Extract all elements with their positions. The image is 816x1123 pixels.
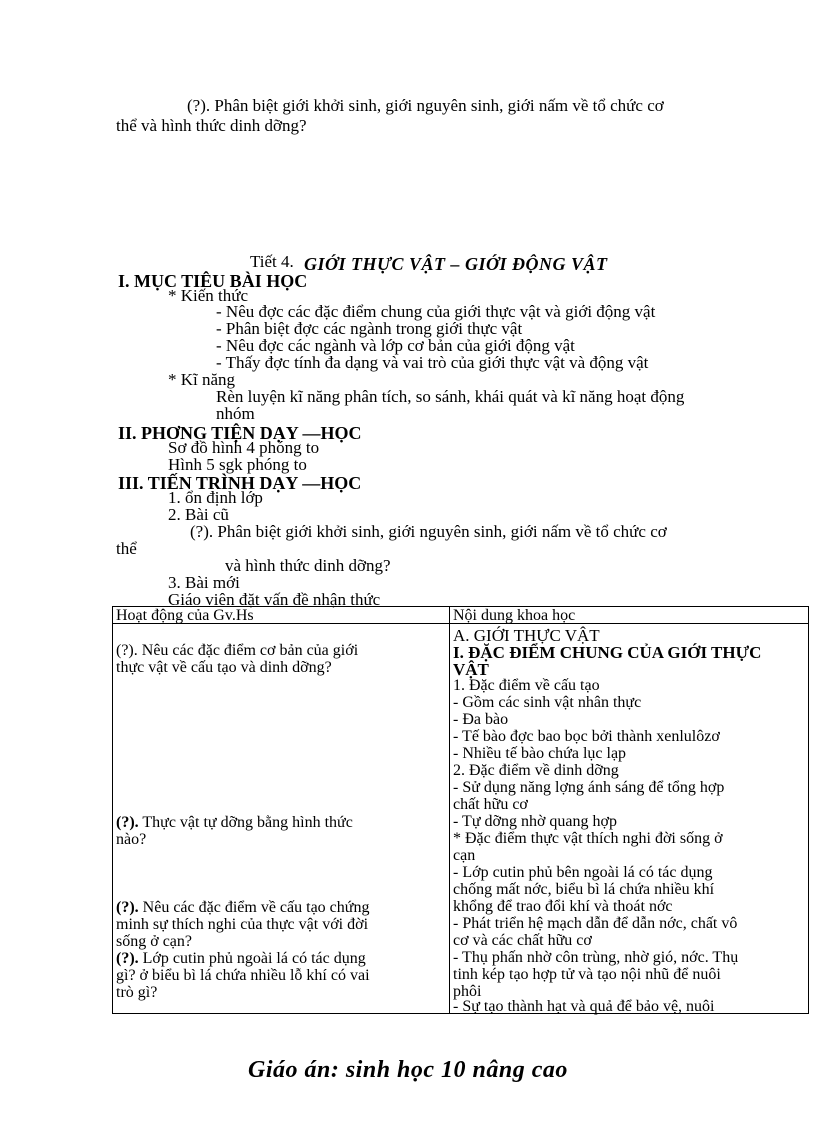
knowledge-item: - Nêu đợc các ngành và lớp cơ bản của giới động vật — [216, 336, 575, 355]
activity-table — [112, 606, 809, 1014]
lesson-prefix: Tiết 4. — [250, 252, 294, 271]
question-marker: (?). — [116, 814, 139, 831]
question-text: Nêu các đặc điểm về cấu tạo chứng — [138, 899, 370, 916]
skills-line1: Rèn luyện kĩ năng phân tích, so sánh, khái quát và kĩ năng hoạt động — [216, 387, 685, 406]
table-left-line: thực vật về cấu tạo và dinh dỡng? — [116, 659, 332, 676]
skills-label: * Kĩ năng — [168, 370, 236, 389]
new-lesson-intro: Giáo viên đặt vấn đề nhận thức — [168, 590, 381, 609]
table-right-line: VẬT — [453, 660, 489, 679]
table-right-line: khổng để trao đổi khí và thoát nớc — [453, 898, 673, 915]
step-3: 3. Bài mới — [168, 573, 240, 592]
table-left-line: (?). Nêu các đặc điểm cơ bản của giới — [116, 642, 359, 659]
table-left-line — [116, 815, 353, 831]
page-footer: Giáo án: sinh học 10 nâng cao — [248, 1057, 568, 1083]
question-text: Thực vật tự dỡng bằng hình thức — [138, 814, 353, 831]
table-right-line: chất hữu cơ — [453, 796, 528, 813]
step-1: 1. ổn định lớp — [168, 488, 263, 507]
table-right-line: cơ và các chất hữu cơ — [453, 932, 592, 949]
table-right-line: - Gồm các sinh vật nhân thực — [453, 694, 642, 711]
table-left-line: nào? — [116, 831, 147, 848]
table-left-line: minh sự thích nghi của thực vật với đời — [116, 916, 369, 933]
table-right-line: I. ĐẶC ĐIỂM CHUNG CỦA GIỚI THỰC — [453, 643, 762, 662]
table-right-line: - Lớp cutin phủ bên ngoài lá có tác dụng — [453, 864, 713, 881]
material-item: Sơ đồ hình 4 phóng to — [168, 438, 320, 457]
table-right-line: A. GIỚI THỰC VẬT — [453, 626, 600, 645]
old-lesson-question-line2: thể — [116, 539, 137, 558]
question-marker: (?). — [116, 899, 139, 916]
intro-question-line1: (?). Phân biệt giới khởi sinh, giới nguyên sinh, giới nấm về tổ chức cơ — [187, 96, 664, 115]
table-right-line: 2. Đặc điểm về dinh dỡng — [453, 762, 619, 779]
table-left-line: sống ở cạn? — [116, 933, 192, 950]
knowledge-label: * Kiến thức — [168, 286, 249, 305]
skills-line2: nhóm — [216, 404, 255, 423]
material-item: Hình 5 sgk phóng to — [168, 455, 307, 474]
table-header-activities: Hoạt động của Gv.Hs — [116, 607, 254, 624]
step-2: 2. Bài cũ — [168, 505, 229, 524]
knowledge-item: - Thấy đợc tính đa dạng và vai trò của giới thực vật và động vật — [216, 353, 649, 372]
old-lesson-question-line1: (?). Phân biệt giới khởi sinh, giới nguyên sinh, giới nấm về tổ chức cơ — [190, 522, 667, 541]
lesson-title: GIỚI THỰC VẬT – GIỚI ĐỘNG VẬT — [304, 254, 608, 274]
table-left-line — [116, 900, 369, 916]
section3-heading: III. TIẾN TRÌNH DẠY —HỌC — [118, 473, 362, 493]
table-right-line: - Tế bào đợc bao bọc bởi thành xenlulôzơ — [453, 728, 720, 745]
section1-heading: I. MỤC TIÊU BÀI HỌC — [118, 271, 308, 291]
table-left-line — [116, 951, 366, 967]
table-right-line: - Nhiều tế bào chứa lục lạp — [453, 745, 627, 762]
table-right-line: cạn — [453, 847, 476, 864]
table-right-line: - Sự tạo thành hạt và quả để bảo vệ, nuôi — [453, 998, 715, 1015]
knowledge-item: - Phân biệt đợc các ngành trong giới thực vật — [216, 319, 523, 338]
table-right-line: phôi — [453, 983, 482, 1000]
old-lesson-question-line3: và hình thức dinh dỡng? — [225, 556, 391, 575]
table-right-line: - Tự dỡng nhờ quang hợp — [453, 813, 617, 830]
section2-heading: II. PHƠNG TIỆN DẠY —HỌC — [118, 423, 362, 443]
intro-question-line2: thể và hình thức dinh dỡng? — [116, 116, 307, 135]
table-right-line: - Đa bào — [453, 711, 509, 728]
table-header-content: Nội dung khoa học — [453, 607, 576, 624]
question-text: Lớp cutin phủ ngoài lá có tác dụng — [138, 950, 366, 967]
knowledge-item: - Nêu đợc các đặc điểm chung của giới thực vật và giới động vật — [216, 302, 656, 321]
table-right-line: chống mất nớc, biểu bì lá chứa nhiều khí — [453, 881, 715, 898]
table-right-line: - Sử dụng năng lợng ánh sáng để tổng hợp — [453, 779, 725, 796]
table-right-line: tinh kép tạo hợp tử và tạo nội nhũ để nuôi — [453, 966, 721, 983]
table-right-line: - Thụ phấn nhờ côn trùng, nhờ gió, nớc. Thụ — [453, 949, 739, 966]
question-marker: (?). — [116, 950, 139, 967]
table-left-line: gì? ở biểu bì lá chứa nhiều lỗ khí có vai — [116, 967, 370, 984]
table-column-divider — [449, 607, 450, 1013]
table-right-line: * Đặc điểm thực vật thích nghi đời sống ở — [453, 830, 723, 847]
table-left-line: trò gì? — [116, 984, 158, 1001]
table-right-line: 1. Đặc điểm về cấu tạo — [453, 677, 600, 694]
table-right-line: - Phát triển hệ mạch dẫn để dẫn nớc, chất vô — [453, 915, 738, 932]
